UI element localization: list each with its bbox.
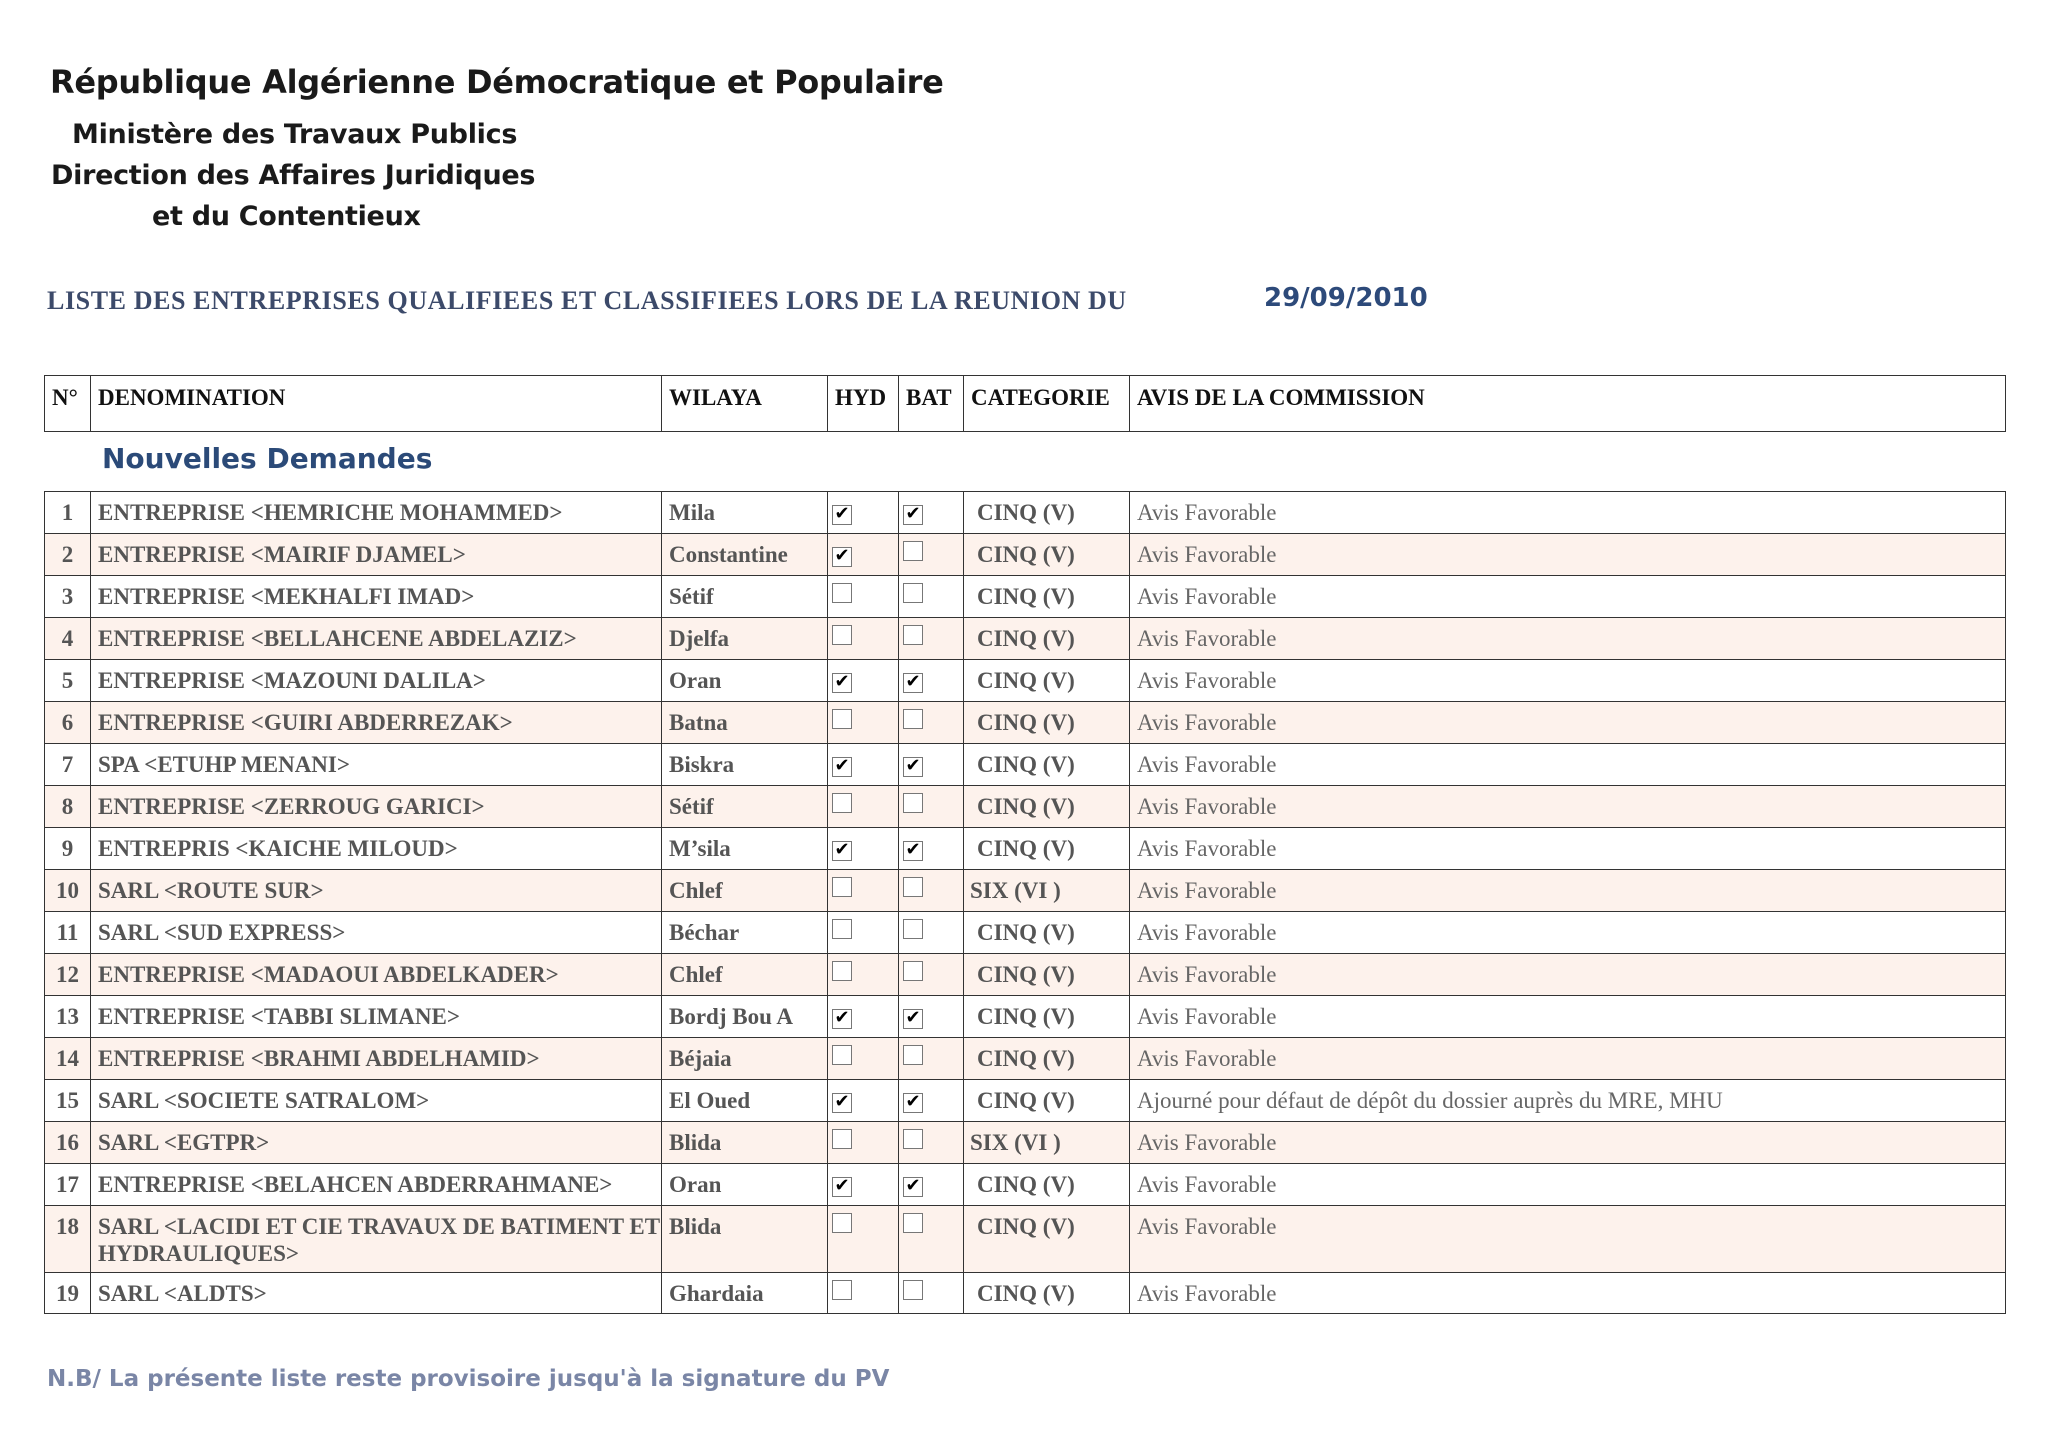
row-denomination: ENTREPRISE <BELLAHCENE ABDELAZIZ> <box>90 618 661 659</box>
row-hyd-checkbox <box>827 534 898 575</box>
unchecked-box-icon[interactable] <box>832 877 852 897</box>
row-avis: Avis Favorable <box>1129 702 2005 743</box>
row-wilaya: Sétif <box>661 576 827 617</box>
table-row <box>44 575 2006 617</box>
table-header <box>44 375 2006 432</box>
row-wilaya: Biskra <box>661 744 827 785</box>
table-row <box>44 491 2006 533</box>
row-avis: Avis Favorable <box>1129 576 2005 617</box>
unchecked-box-icon[interactable] <box>832 1129 852 1149</box>
checked-box-icon[interactable]: ✔ <box>903 757 923 777</box>
row-avis: Avis Favorable <box>1129 912 2005 953</box>
table-row <box>44 785 2006 827</box>
row-bat-checkbox <box>898 828 963 869</box>
table-row <box>44 533 2006 575</box>
row-number: 14 <box>56 1046 79 1071</box>
row-denomination: SARL <SOCIETE SATRALOM> <box>90 1080 661 1121</box>
row-bat-checkbox <box>898 1038 963 1079</box>
row-avis: Avis Favorable <box>1129 660 2005 701</box>
row-bat-checkbox <box>898 1080 963 1121</box>
row-wilaya: Ghardaia <box>661 1273 827 1313</box>
row-denomination: SARL <EGTPR> <box>90 1122 661 1163</box>
row-wilaya: Djelfa <box>661 618 827 659</box>
unchecked-box-icon[interactable] <box>832 961 852 981</box>
row-avis: Avis Favorable <box>1129 870 2005 911</box>
checked-box-icon[interactable]: ✔ <box>832 673 852 693</box>
col-header-avis: AVIS DE LA COMMISSION <box>1129 376 2005 431</box>
unchecked-box-icon[interactable] <box>832 1213 852 1233</box>
row-number: 8 <box>61 794 74 819</box>
row-wilaya: Oran <box>661 1164 827 1205</box>
table-row <box>44 911 2006 953</box>
row-avis: Avis Favorable <box>1129 1122 2005 1163</box>
row-categorie: CINQ (V) <box>963 660 1129 701</box>
row-number: 11 <box>56 920 79 945</box>
table-row <box>44 1163 2006 1205</box>
row-hyd-checkbox <box>827 1206 898 1272</box>
row-wilaya: Chlef <box>661 954 827 995</box>
table-row <box>44 743 2006 785</box>
row-number: 2 <box>61 542 74 567</box>
row-hyd-checkbox <box>827 870 898 911</box>
unchecked-box-icon[interactable] <box>903 961 923 981</box>
unchecked-box-icon[interactable] <box>903 877 923 897</box>
row-denomination: SARL <SUD EXPRESS> <box>90 912 661 953</box>
row-wilaya: Blida <box>661 1206 827 1272</box>
unchecked-box-icon[interactable] <box>832 793 852 813</box>
row-number: 5 <box>61 668 74 693</box>
row-bat-checkbox <box>898 492 963 533</box>
row-hyd-checkbox <box>827 786 898 827</box>
row-bat-checkbox <box>898 660 963 701</box>
row-bat-checkbox <box>898 1273 963 1313</box>
row-avis: Avis Favorable <box>1129 1164 2005 1205</box>
row-avis: Avis Favorable <box>1129 1206 2005 1272</box>
row-wilaya: Batna <box>661 702 827 743</box>
checked-box-icon[interactable]: ✔ <box>832 1093 852 1113</box>
row-categorie: SIX (VI ) <box>963 1122 1129 1163</box>
row-categorie: CINQ (V) <box>963 1080 1129 1121</box>
table-row <box>44 1079 2006 1121</box>
unchecked-box-icon[interactable] <box>832 625 852 645</box>
row-avis: Avis Favorable <box>1129 954 2005 995</box>
row-hyd-checkbox <box>827 702 898 743</box>
checked-box-icon[interactable]: ✔ <box>832 547 852 567</box>
unchecked-box-icon[interactable] <box>832 1045 852 1065</box>
row-bat-checkbox <box>898 1164 963 1205</box>
row-bat-checkbox <box>898 954 963 995</box>
row-bat-checkbox <box>898 786 963 827</box>
footnote: N.B/ La présente liste reste provisoire jusqu'à la signature du PV <box>47 1366 890 1392</box>
row-bat-checkbox <box>898 996 963 1037</box>
row-bat-checkbox <box>898 1122 963 1163</box>
row-number: 17 <box>56 1172 79 1197</box>
row-avis: Avis Favorable <box>1129 1038 2005 1079</box>
row-denomination: ENTREPRISE <MEKHALFI IMAD> <box>90 576 661 617</box>
row-hyd-checkbox <box>827 828 898 869</box>
row-denomination: SARL <LACIDI ET CIE TRAVAUX DE BATIMENT ET HYDRAULIQUES> <box>90 1206 661 1272</box>
row-bat-checkbox <box>898 870 963 911</box>
unchecked-box-icon[interactable] <box>903 1213 923 1233</box>
row-number: 10 <box>56 878 79 903</box>
row-hyd-checkbox <box>827 1273 898 1313</box>
checked-box-icon[interactable]: ✔ <box>832 505 852 525</box>
list-title: LISTE DES ENTREPRISES QUALIFIEES ET CLASSIFIEES LORS DE LA REUNION DU <box>47 286 1127 315</box>
row-number: 19 <box>56 1281 79 1306</box>
checked-box-icon[interactable]: ✔ <box>832 1009 852 1029</box>
unchecked-box-icon[interactable] <box>903 1129 923 1149</box>
row-categorie: CINQ (V) <box>963 954 1129 995</box>
row-bat-checkbox <box>898 744 963 785</box>
checked-box-icon[interactable]: ✔ <box>832 757 852 777</box>
meeting-date: 29/09/2010 <box>1264 283 1428 313</box>
row-avis: Avis Favorable <box>1129 534 2005 575</box>
unchecked-box-icon[interactable] <box>832 919 852 939</box>
table-row <box>44 827 2006 869</box>
row-number: 6 <box>61 710 74 735</box>
row-number: 9 <box>61 836 74 861</box>
table-body <box>44 491 2006 1314</box>
row-categorie: CINQ (V) <box>963 996 1129 1037</box>
row-wilaya: Blida <box>661 1122 827 1163</box>
row-denomination: ENTREPRISE <HEMRICHE MOHAMMED> <box>90 492 661 533</box>
row-denomination: ENTREPRISE <MADAOUI ABDELKADER> <box>90 954 661 995</box>
row-categorie: CINQ (V) <box>963 744 1129 785</box>
col-header-num: N° <box>52 385 78 410</box>
checked-box-icon[interactable]: ✔ <box>903 673 923 693</box>
row-categorie: CINQ (V) <box>963 618 1129 659</box>
row-number: 7 <box>61 752 74 777</box>
row-bat-checkbox <box>898 534 963 575</box>
col-header-bat: BAT <box>898 376 963 431</box>
row-bat-checkbox <box>898 1206 963 1272</box>
col-header-hyd: HYD <box>827 376 898 431</box>
table-row <box>44 1205 2006 1272</box>
checked-box-icon[interactable]: ✔ <box>903 841 923 861</box>
row-bat-checkbox <box>898 576 963 617</box>
row-denomination: ENTREPRISE <MAIRIF DJAMEL> <box>90 534 661 575</box>
row-number: 13 <box>56 1004 79 1029</box>
row-wilaya: Constantine <box>661 534 827 575</box>
unchecked-box-icon[interactable] <box>903 1045 923 1065</box>
unchecked-box-icon[interactable] <box>903 625 923 645</box>
row-wilaya: Bordj Bou A <box>661 996 827 1037</box>
row-number: 4 <box>61 626 74 651</box>
checked-box-icon[interactable]: ✔ <box>832 1177 852 1197</box>
header-direction-line2: et du Contentieux <box>152 201 421 232</box>
row-categorie: CINQ (V) <box>963 1206 1129 1272</box>
row-denomination: ENTREPRISE <GUIRI ABDERREZAK> <box>90 702 661 743</box>
unchecked-box-icon[interactable] <box>832 709 852 729</box>
row-categorie: CINQ (V) <box>963 492 1129 533</box>
row-categorie: CINQ (V) <box>963 1273 1129 1313</box>
row-number: 15 <box>56 1088 79 1113</box>
unchecked-box-icon[interactable] <box>832 583 852 603</box>
row-hyd-checkbox <box>827 954 898 995</box>
row-number: 1 <box>61 500 74 525</box>
row-hyd-checkbox <box>827 660 898 701</box>
row-categorie: CINQ (V) <box>963 1164 1129 1205</box>
row-avis: Avis Favorable <box>1129 996 2005 1037</box>
row-hyd-checkbox <box>827 1038 898 1079</box>
checked-box-icon[interactable]: ✔ <box>903 505 923 525</box>
row-denomination: ENTREPRISE <TABBI SLIMANE> <box>90 996 661 1037</box>
row-hyd-checkbox <box>827 996 898 1037</box>
row-number: 12 <box>56 962 79 987</box>
row-wilaya: Béjaia <box>661 1038 827 1079</box>
row-wilaya: Sétif <box>661 786 827 827</box>
table-row <box>44 1037 2006 1079</box>
row-hyd-checkbox <box>827 492 898 533</box>
row-avis: Avis Favorable <box>1129 786 2005 827</box>
row-denomination: SARL <ROUTE SUR> <box>90 870 661 911</box>
row-denomination: ENTREPRISE <BELAHCEN ABDERRAHMANE> <box>90 1164 661 1205</box>
row-number: 16 <box>56 1130 79 1155</box>
row-categorie: SIX (VI ) <box>963 870 1129 911</box>
row-bat-checkbox <box>898 618 963 659</box>
row-categorie: CINQ (V) <box>963 828 1129 869</box>
row-hyd-checkbox <box>827 744 898 785</box>
table-row <box>44 617 2006 659</box>
col-header-wilaya: WILAYA <box>661 376 827 431</box>
checked-box-icon[interactable]: ✔ <box>832 841 852 861</box>
unchecked-box-icon[interactable] <box>903 1280 923 1300</box>
row-bat-checkbox <box>898 702 963 743</box>
row-number: 3 <box>61 584 74 609</box>
row-avis: Avis Favorable <box>1129 618 2005 659</box>
unchecked-box-icon[interactable] <box>903 541 923 561</box>
row-avis: Avis Favorable <box>1129 828 2005 869</box>
row-avis: Avis Favorable <box>1129 1273 2005 1313</box>
col-header-denomination: DENOMINATION <box>90 376 661 431</box>
row-wilaya: Oran <box>661 660 827 701</box>
row-denomination: ENTREPRISE <MAZOUNI DALILA> <box>90 660 661 701</box>
row-wilaya: M’sila <box>661 828 827 869</box>
header-direction-line1: Direction des Affaires Juridiques <box>51 160 536 191</box>
row-categorie: CINQ (V) <box>963 1038 1129 1079</box>
section-label: Nouvelles Demandes <box>102 442 433 475</box>
checked-box-icon[interactable]: ✔ <box>903 1009 923 1029</box>
row-hyd-checkbox <box>827 576 898 617</box>
row-bat-checkbox <box>898 912 963 953</box>
row-number: 18 <box>56 1214 79 1239</box>
row-hyd-checkbox <box>827 1164 898 1205</box>
row-denomination: ENTREPRISE <ZERROUG GARICI> <box>90 786 661 827</box>
row-avis: Ajourné pour défaut de dépôt du dossier auprès du MRE, MHU <box>1129 1080 2005 1121</box>
row-denomination: SPA <ETUHP MENANI> <box>90 744 661 785</box>
row-hyd-checkbox <box>827 618 898 659</box>
row-avis: Avis Favorable <box>1129 492 2005 533</box>
table-row <box>44 1121 2006 1163</box>
row-hyd-checkbox <box>827 1080 898 1121</box>
row-categorie: CINQ (V) <box>963 786 1129 827</box>
row-denomination: ENTREPRISE <BRAHMI ABDELHAMID> <box>90 1038 661 1079</box>
unchecked-box-icon[interactable] <box>903 709 923 729</box>
table-row <box>44 1272 2006 1314</box>
row-avis: Avis Favorable <box>1129 744 2005 785</box>
row-hyd-checkbox <box>827 1122 898 1163</box>
table-row <box>44 953 2006 995</box>
row-categorie: CINQ (V) <box>963 702 1129 743</box>
unchecked-box-icon[interactable] <box>903 583 923 603</box>
unchecked-box-icon[interactable] <box>903 919 923 939</box>
row-wilaya: Mila <box>661 492 827 533</box>
table-row <box>44 995 2006 1037</box>
row-denomination: ENTREPRIS <KAICHE MILOUD> <box>90 828 661 869</box>
row-categorie: CINQ (V) <box>963 912 1129 953</box>
row-wilaya: El Oued <box>661 1080 827 1121</box>
row-wilaya: Chlef <box>661 870 827 911</box>
unchecked-box-icon[interactable] <box>832 1280 852 1300</box>
row-wilaya: Béchar <box>661 912 827 953</box>
table-row <box>44 701 2006 743</box>
row-denomination: SARL <ALDTS> <box>90 1273 661 1313</box>
unchecked-box-icon[interactable] <box>903 793 923 813</box>
checked-box-icon[interactable]: ✔ <box>903 1093 923 1113</box>
row-categorie: CINQ (V) <box>963 534 1129 575</box>
header-ministry: Ministère des Travaux Publics <box>72 119 518 150</box>
table-row <box>44 659 2006 701</box>
header-republic: République Algérienne Démocratique et Populaire <box>50 63 944 101</box>
row-categorie: CINQ (V) <box>963 576 1129 617</box>
table-row <box>44 869 2006 911</box>
col-header-categorie: CATEGORIE <box>963 376 1129 431</box>
row-hyd-checkbox <box>827 912 898 953</box>
checked-box-icon[interactable]: ✔ <box>903 1177 923 1197</box>
